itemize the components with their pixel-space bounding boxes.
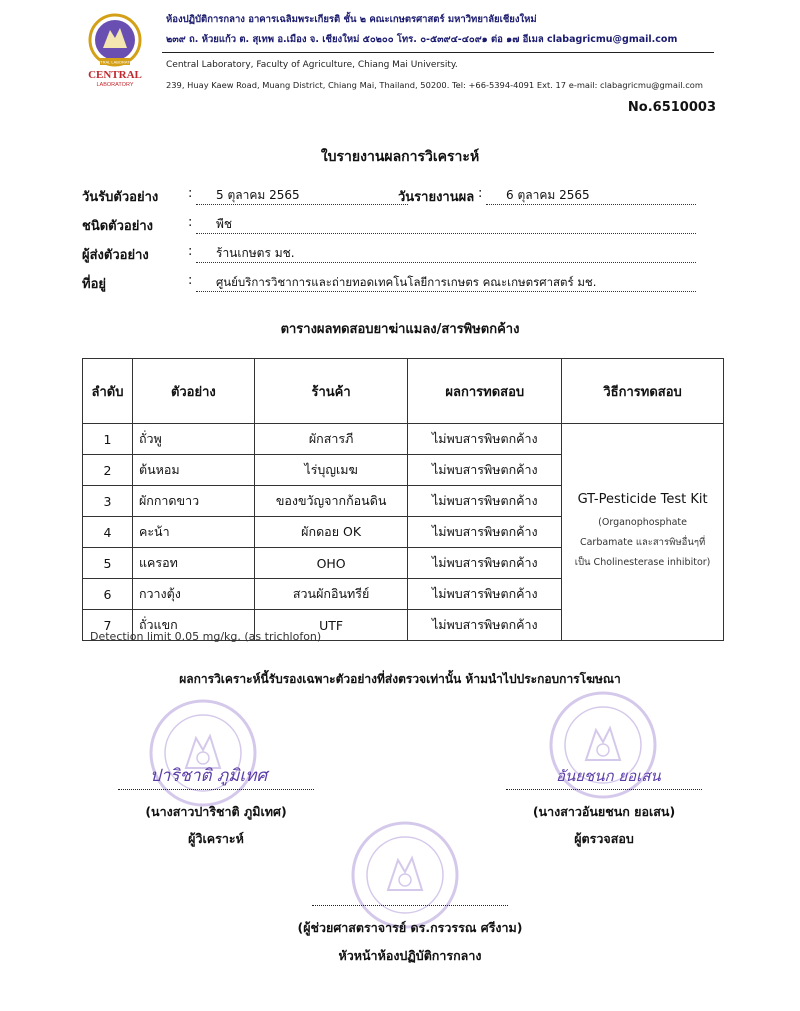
results-table [82,358,724,641]
row-shop: ของขวัญจากก้อนดิน [254,486,408,517]
header-method: วิธีการทดสอบ [562,359,724,424]
colon: : [188,215,193,230]
official-stamp [350,820,460,930]
head-name: (ผู้ช่วยศาสตราจารย์ ดร.กรวรรณ ศรีงาม) [297,920,523,935]
row-sample: คะน้า [132,517,254,548]
analyst-name: (นางสาวปาริชาติ ภูมิเทศ) [145,804,287,819]
row-no: 7 [83,610,133,641]
detection-limit-note: Detection limit 0.05 mg/kg. (as trichlofon) [90,630,322,643]
row-result: ไม่พบสารพิษตกค้าง [408,579,562,610]
method-sub-3: เป็น Cholinesterase inhibitor) [574,556,711,568]
address-value: ศูนย์บริการวิชาการและถ่ายทอดเทคโนโลยีการเกษตร คณะเกษตรศาสตร์ มช. [196,273,696,292]
method-sub-2: Carbamate และสารพิษอื่นๆที่ [579,536,706,548]
analyst-signature: ปาริชาติ ภูมิเทศ [150,766,268,786]
row-result: ไม่พบสารพิษตกค้าง [408,517,562,548]
header-thai-line2: ๒๓๙ ถ. ห้วยแก้ว ต. สุเทพ อ.เมือง จ. เชียงใหม่ ๕๐๒๐๐ โทร. ๐-๕๓๙๔-๔๐๙๑ ต่อ ๑๗ อีเมล clabagricmu@gmail.com [166,34,678,45]
row-no: 3 [83,486,133,517]
table-subtitle: ตารางผลทดสอบยาฆ่าแมลง/สารพิษตกค้าง [280,322,520,337]
official-stamp [148,698,258,808]
method-main: GT-Pesticide Test Kit [577,491,708,507]
report-date-label: วันรายงานผล [398,190,475,205]
row-shop: OHO [254,548,408,579]
document-number: No.6510003 [627,100,716,115]
checker-signature: อันยชนก ยอเสน [556,767,661,785]
analyst-signature-line [118,789,314,790]
disclaimer: ผลการวิเคราะห์นี้รับรองเฉพาะตัวอย่างที่ส่งตรวจเท่านั้น ห้ามนำไปประกอบการโฆษณา [179,672,621,686]
central-lab-logo [70,12,160,94]
row-shop: ผักดอย OK [254,517,408,548]
row-sample: แครอท [132,548,254,579]
analyst-role: ผู้วิเคราะห์ [188,831,244,846]
table-row [83,424,724,455]
method-cell [562,424,724,641]
address-label: ที่อยู่ [82,277,106,292]
table-header-row [83,359,724,424]
sample-type-label: ชนิดตัวอย่าง [82,219,153,234]
report-date-value: 6 ตุลาคม 2565 [486,186,696,205]
row-no: 4 [83,517,133,548]
header-no: ลำดับ [83,359,133,424]
colon: : [188,244,193,259]
colon: : [188,273,193,288]
method-sub-1: (Organophosphate [598,516,688,528]
received-date-value: 5 ตุลาคม 2565 [196,186,408,205]
logo-banner-text: CENTRAL LABORATORY [91,59,139,65]
checker-role: ผู้ตรวจสอบ [574,831,634,846]
row-shop: ผักสารภี [254,424,408,455]
row-shop: สวนผักอินทรีย์ [254,579,408,610]
head-signature-line [312,905,508,906]
row-no: 5 [83,548,133,579]
header-divider [162,52,714,53]
row-sample: ผักกาดขาว [132,486,254,517]
sender-value: ร้านเกษตร มช. [196,244,696,263]
row-shop: UTF [254,610,408,641]
row-result: ไม่พบสารพิษตกค้าง [408,486,562,517]
row-result: ไม่พบสารพิษตกค้าง [408,610,562,641]
sender-label: ผู้ส่งตัวอย่าง [82,248,149,263]
colon: : [188,186,193,201]
header-thai-line1: ห้องปฏิบัติการกลาง อาคารเฉลิมพระเกียรติ ชั้น ๒ คณะเกษตรศาสตร์ มหาวิทยาลัยเชียงใหม่ [166,14,537,25]
row-shop: ไร่บุญเมฆ [254,455,408,486]
row-sample: ถั่วพู [132,424,254,455]
report-title: ใบรายงานผลการวิเคราะห์ [320,149,480,165]
sample-type-value: พืช [196,215,696,234]
header-english-line1: Central Laboratory, Faculty of Agriculture, Chiang Mai University. [166,60,458,70]
row-result: ไม่พบสารพิษตกค้าง [408,548,562,579]
row-no: 6 [83,579,133,610]
logo-text-central: CENTRAL [88,69,142,81]
checker-name: (นางสาวอันยชนก ยอเสน) [532,804,676,819]
colon: : [478,186,483,201]
logo-text-laboratory: LABORATORY [96,82,134,88]
row-sample: ต้นหอม [132,455,254,486]
row-no: 1 [83,424,133,455]
row-result: ไม่พบสารพิษตกค้าง [408,455,562,486]
header-result: ผลการทดสอบ [408,359,562,424]
row-sample: ถั่วแขก [132,610,254,641]
received-date-label: วันรับตัวอย่าง [82,190,159,205]
head-role: หัวหน้าห้องปฏิบัติการกลาง [338,948,482,963]
header-sample: ตัวอย่าง [132,359,254,424]
row-result: ไม่พบสารพิษตกค้าง [408,424,562,455]
row-sample: กวางตุ้ง [132,579,254,610]
row-no: 2 [83,455,133,486]
checker-signature-line [506,789,702,790]
header-shop: ร้านค้า [254,359,408,424]
header-english-line2: 239, Huay Kaew Road, Muang District, Chiang Mai, Thailand, 50200. Tel: +66-5394-4091 Ext. 17 e-mail: clabagricmu@gmail.com [166,80,703,90]
